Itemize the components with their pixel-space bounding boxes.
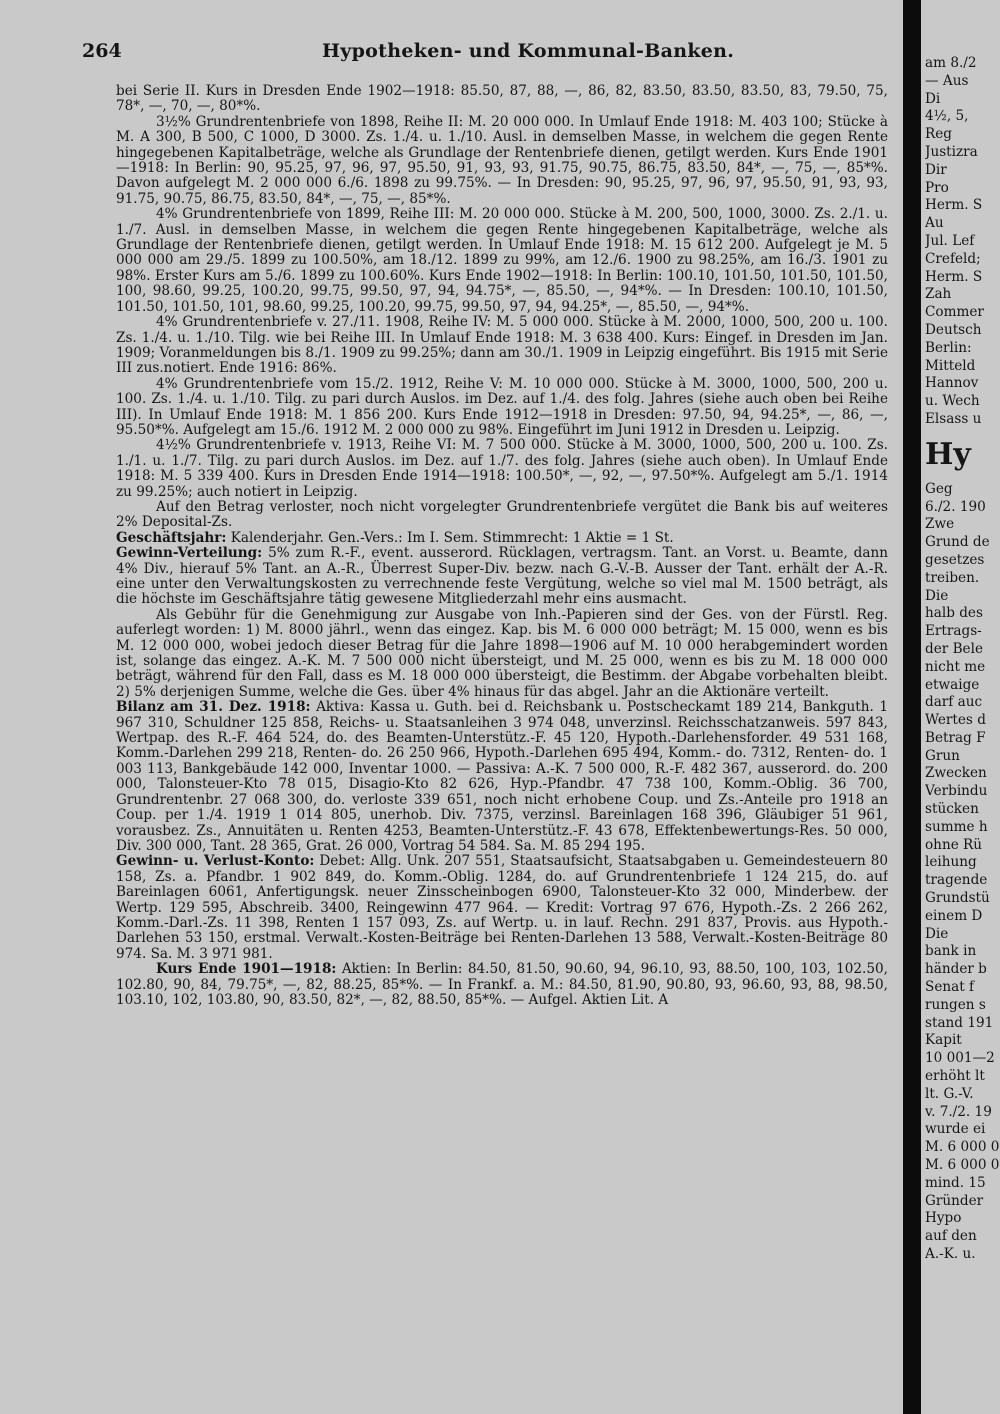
paragraph-text: 3½% Grundrentenbriefe von 1898, Reihe II: M. 20 000 000. In Umlauf Ende 1918: M. 403 100; Stücke à M. A 300, B 500, C 1000, D 3000. Zs. 1./4. u. 1./10. Ausl. in demselben Masse, in welchem die gegen Rente hingegebenen Kapitalbeträge, welche als Grundlage der Rentenbriefe dienen, getilgt werden. Kurs Ende 1901—1918: In Berlin: 90, 95.25, 97, 96, 97, 95.50, 91, 93, 93, 91.75, 90.75, 86.75, 83.50, 84*, —, 75, —, 85*%. Davon aufgelegt M. 2 000 000 6./6. 1898 zu 99.75%. — In Dresden: 90, 95.25, 97, 96, 97, 95.50, 91, 93, 93, 91.75, 90.75, 86.75, 83.50, 84*, —, 75, —, 85*%. [116, 113, 888, 207]
paragraph-text: 4% Grundrentenbriefe v. 27./11. 1908, Reihe IV: M. 5 000 000. Stücke à M. 2000, 1000, 500, 200 u. 100. Zs. 1./4. u. 1./10. Tilg. wie bei Reihe III. In Umlauf Ende 1918: M. 3 638 400. Kurs: Eingef. in Dresden im Jan. 1909; Voranmeldungen bis 8./1. 1909 zu 99.25%; dann am 30./1. 1909 in Leipzig eingeführt. Bis 1915 mit Serie III zus.notiert. Ende 1916: 86%. [116, 314, 888, 377]
paragraph-p1 [116, 84, 888, 115]
adjacent-line: der Bele [925, 640, 983, 657]
adjacent-line: Herm. S [925, 197, 983, 214]
adjacent-line: summe h [925, 818, 988, 835]
paragraph-p7 [116, 500, 888, 531]
paragraph-text: 4% Grundrentenbriefe vom 15./2. 1912, Reihe V: M. 10 000 000. Stücke à M. 3000, 1000, 500, 200 u. 100. Zs. 1./4. u. 1./10. Tilg. zu pari durch Auslos. im Dez. auf 1./4. des folg. Jahres (siehe auch oben bei Reihe III). In Umlauf Ende 1918: M. 1 856 200. Kurs Ende 1912—1918 in Dresden: 97.50, 94, 94.25*, —, 86, —, 95.50*%. Aufgelegt am 15./6. 1912 M. 2 000 000 zu 98%. Eingeführt im Juni 1912 in Dresden u. Leipzig. [116, 375, 888, 438]
paragraph-text: Aktien: In Berlin: 84.50, 81.50, 90.60, 94, 96.10, 93, 88.50, 100, 103, 102.50, 102.80, 90, 84, 79.75*, —, 82, 88.25, 85*%. — In Frankf. a. M.: 84.50, 81.90, 90.80, 93, 96.60, 93, 88, 98.50, 103.10, 102, 103.80, 90, 83.50, 82*, —, 82, 88.50, 85*%. — Aufgel. Aktien Lit. A [116, 961, 888, 1008]
adjacent-line: etwaige [925, 676, 980, 693]
adjacent-line: am 8./2 [925, 55, 977, 71]
adjacent-line: 4½, 5, [925, 108, 969, 125]
adjacent-page-column [925, 55, 1000, 1395]
adjacent-line: Betrag F [925, 729, 986, 746]
paragraph-lead: Gewinn-Verteilung: [116, 545, 263, 562]
adjacent-line: Zwe [925, 516, 955, 533]
adjacent-line: leihung [925, 854, 977, 871]
paragraph-p13 [116, 962, 888, 1008]
adjacent-line: Geg [925, 480, 953, 497]
paragraph-text: Debet: Allg. Unk. 207 551, Staatsaufsicht, Staatsabgaben u. Gemeindesteuern 80 158, Zs. a. Pfandbr. 1 902 849, do. Komm.-Oblig. 1284, do. auf Grundrentenbriefe 1 124 215, do. auf Bareinlagen 6061, Anfertigungsk. neuer Zinsscheinbogen 6900, Talonsteuer-Kto 32 000, Minderbew. der Wertp. 129 595, Abschreib. 3400, Reingewinn 477 964. — Kredit: Vortrag 97 676, Hypoth.-Zs. 2 266 262, Komm.-Darl.-Zs. 11 398, Renten 1 157 093, Zs. auf Wertp. u. in lauf. Rechn. 291 837, Provis. aus Hypoth.-Darlehen 53 150, erstmal. Verwalt.-Kosten-Beiträge bei Renten-Darlehen 13 588, Verwalt.-Kosten-Beiträge 80 974. Sa. M. 3 971 981. [116, 853, 888, 962]
paragraph-lead: Bilanz am 31. Dez. 1918: [116, 699, 311, 716]
adjacent-line: Di [925, 90, 941, 107]
adjacent-line: halb des [925, 605, 983, 622]
adjacent-line: M. 6 000 0 [925, 1139, 1000, 1156]
paragraph-text: Auf den Betrag verloster, noch nicht vorgelegter Grundrentenbriefe vergütet die Bank bis auf weiteres 2% Deposital-Zs. [116, 498, 888, 531]
column-gutter-shadow [903, 0, 921, 1414]
adjacent-line: nicht me [925, 658, 986, 675]
adjacent-line: Grun [925, 747, 960, 764]
paragraph-lead: Kurs Ende 1901—1918: [156, 961, 337, 978]
adjacent-line: bank in [925, 943, 977, 960]
adjacent-line: Hy [925, 436, 971, 472]
paragraph-p10 [116, 608, 888, 700]
paragraph-p5 [116, 377, 888, 439]
adjacent-line: mind. 15 [925, 1174, 986, 1191]
adjacent-line: Ertrags- [925, 623, 982, 640]
adjacent-line: lt. G.-V. [925, 1085, 974, 1102]
adjacent-line: erhöht lt [925, 1068, 985, 1085]
adjacent-line: u. Wech [925, 393, 980, 410]
paragraph-p3 [116, 207, 888, 315]
page-number: 264 [82, 40, 122, 62]
adjacent-line: gesetzes [925, 551, 985, 568]
page-header [82, 38, 892, 68]
adjacent-line: Grundstü [925, 890, 990, 907]
adjacent-line: stücken [925, 801, 979, 818]
adjacent-line: Commer [925, 304, 984, 321]
adjacent-line: auf den [925, 1228, 977, 1245]
adjacent-line: treiben. [925, 569, 980, 586]
paragraph-p9 [116, 546, 888, 608]
adjacent-line: Kapit [925, 1032, 962, 1049]
adjacent-line: Zah [925, 286, 952, 303]
paragraph-p8 [116, 531, 888, 546]
adjacent-line: ohne Rü [925, 836, 983, 853]
paragraph-p4 [116, 315, 888, 377]
adjacent-line: Hannov [925, 375, 979, 392]
adjacent-line: Die [925, 587, 949, 604]
paragraph-text: 5% zum R.-F., event. ausserord. Rücklagen, vertragsm. Tant. an Vorst. u. Beamte, dann 4% Div., hierauf 5% Tant. an A.-R., Überrest Super-Div. bezw. nach G.-V.-B. Ausser der Tant. erhält der A.-R. eine unter den Verwaltungskosten zu verrechnende feste Vergütung, welche so viel mal M. 1500 beträgt, als die höchste im Geschäftsjahre tätig gewesene Mitgliederzahl mehr eins ausmacht. [116, 545, 888, 608]
paragraph-text: 4% Grundrentenbriefe von 1899, Reihe III: M. 20 000 000. Stücke à M. 200, 500, 1000, 3000. Zs. 2./1. u. 1./7. Ausl. in demselben Masse, in welchem die gegen Rente hingegebenen Kapitalbeträge, welche als Grundlage der Rentenbriefe dienen, getilgt werden. In Umlauf Ende 1918: M. 15 612 200. Aufgelegt je M. 5 000 000 am 29./5. 1899 zu 100.50%, am 18./12. 1899 zu 99%, am 12./6. 1900 zu 98.25%, am 16./3. 1901 zu 98%. Erster Kurs am 5./6. 1899 zu 100.60%. Kurs Ende 1902—1918: In Berlin: 100.10, 101.50, 101.50, 101.50, 100, 98.60, 99.25, 100.20, 99.75, 99.50, 97, 94, 94.75*, —, 85.50, —, 94*%. — In Dresden: 100.10, 101.50, 101.50, 101.50, 101, 98.60, 99.25, 100.20, 99.75, 99.50, 97, 94, 94.25*, —, 85.50, —, 94*%. [116, 206, 888, 315]
adjacent-line: Jul. Lef [925, 232, 975, 249]
adjacent-line: Hypo [925, 1210, 962, 1227]
adjacent-line: Grund de [925, 534, 990, 551]
paragraph-p2 [116, 115, 888, 207]
adjacent-line: händer b [925, 961, 987, 978]
adjacent-line: Wertes d [925, 712, 986, 729]
paragraph-lead: Geschäftsjahr: [116, 529, 227, 546]
adjacent-line: Zwecken [925, 765, 987, 782]
adjacent-line: einem D [925, 907, 983, 924]
adjacent-line: Justizra [925, 143, 978, 160]
paragraph-text: 4½% Grundrentenbriefe v. 1913, Reihe VI: M. 7 500 000. Stücke à M. 3000, 1000, 500, 200 u. 100. Zs. 1./1. u. 1./7. Tilg. zu pari durch Auslos. im Dez. auf 1./7. des folg. Jahres (siehe auch oben). In Umlauf Ende 1918: M. 5 339 400. Kurs in Dresden Ende 1914—1918: 100.50*, —, 92, —, 97.50*%. Aufgelegt am 5./1. 1914 zu 99.25%; auch notiert in Leipzig. [116, 437, 888, 500]
adjacent-line: Berlin: [925, 339, 972, 356]
adjacent-line: Dir [925, 161, 947, 178]
adjacent-line: wurde ei [925, 1121, 986, 1138]
paragraph-p11 [116, 700, 888, 854]
adjacent-line: stand 191 [925, 1014, 994, 1031]
adjacent-line: Crefeld; [925, 250, 981, 267]
adjacent-line: Elsass u [925, 410, 982, 427]
paragraph-text: Kalenderjahr. Gen.-Vers.: Im I. Sem. Stimmrecht: 1 Aktie = 1 St. [226, 529, 674, 546]
adjacent-line: Deutsch [925, 321, 982, 338]
adjacent-line: Senat f [925, 979, 975, 996]
adjacent-line: A.-K. u. [925, 1246, 976, 1262]
adjacent-line: Au [925, 215, 944, 232]
adjacent-line: tragende [925, 872, 988, 889]
adjacent-line: Die [925, 925, 949, 942]
adjacent-line: Reg [925, 126, 952, 143]
adjacent-line: v. 7./2. 19 [925, 1103, 992, 1120]
adjacent-line: 6./2. 190 [925, 498, 986, 515]
paragraph-lead: Gewinn- u. Verlust-Konto: [116, 853, 315, 870]
paragraph-text: Aktiva: Kassa u. Guth. bei d. Reichsbank u. Postscheckamt 189 214, Bankguth. 1 967 310, Schuldner 125 858, Reichs- u. Staatsanleihen 3 974 048, unverzinsl. Reichsschatzanweis. 597 843, Wertpap. des R.-F. 464 524, do. des Beamten-Unterstütz.-F. 45 120, Hypoth.-Darlehensforder. 49 531 168, Komm.-Darlehen 299 218, Renten- do. 26 250 966, Hypoth.-Darlehen 695 494, Komm.- do. 7312, Renten- do. 1 003 113, Bankgebäude 142 000, Inventar 1000. — Passiva: A.-K. 7 500 000, R.-F. 482 367, ausserord. do. 200 000, Talonsteuer-Kto 78 015, Disagio-Kto 82 626, Hyp.-Pfandbr. 47 738 100, Komm.-Oblig. 36 700, Grundrentenbr. 27 068 300, do. verloste 339 651, noch nicht erhobene Coup. und Zs.-Anteile pro 1918 an Coup. per 1./4. 1919 1 014 805, unerhob. Div. 7375, verzinsl. Bareinlagen 168 396, Gläubiger 51 961, vorausbez. Zs., Annuitäten u. Renten 4253, Beamten-Unterstütz.-F. 43 678, Effektenbewertungs-Res. 50 000, Div. 300 000, Tant. 28 365, Grat. 26 000, Vortrag 54 584. Sa. M. 85 294 195. [116, 699, 888, 854]
adjacent-line: — Aus [925, 72, 969, 89]
adjacent-line: darf auc [925, 694, 983, 711]
adjacent-line: Verbindu [925, 783, 988, 800]
adjacent-line: Mitteld [925, 357, 976, 374]
adjacent-line: rungen s [925, 996, 986, 1013]
paragraph-p6 [116, 438, 888, 500]
paragraph-text: Als Gebühr für die Genehmigung zur Ausgabe von Inh.-Papieren sind der Ges. von der Fürstl. Reg. auferlegt worden: 1) M. 8000 jährl., wenn das eingez. Kap. bis M. 6 000 000 beträgt; M. 15 000, wenn es bis M. 12 000 000, wobei jedoch dieser Betrag für die Jahre 1898—1906 auf M. 10 000 herabgemindert worden ist, solange das eingez. A.-K. M. 7 500 000 nicht übersteigt, und M. 25 000, wenn es bis zu M. 18 000 000 beträgt, während für den Fall, dass es M. 18 000 000 übersteigt, die Bestimm. der Abgabe vorbehalten bleibt. 2) 5% derjenigen Summe, welche die Ges. über 4% hinaus für das abgel. Jahr an die Aktionäre verteilt. [116, 606, 888, 700]
adjacent-line: 10 001—2 [925, 1050, 995, 1067]
adjacent-line: Pro [925, 179, 949, 196]
paragraph-text: bei Serie II. Kurs in Dresden Ende 1902—1918: 85.50, 87, 88, —, 86, 82, 83.50, 83.50, 83.50, 83, 79.50, 75, 78*, —, 70, —, 80*%. [116, 84, 888, 115]
adjacent-line: M. 6 000 0 [925, 1157, 1000, 1174]
paragraph-p12 [116, 854, 888, 962]
adjacent-line: Gründer [925, 1192, 984, 1209]
running-title: Hypotheken- und Kommunal-Banken. [322, 40, 735, 62]
adjacent-line: Herm. S [925, 268, 983, 285]
main-column [116, 84, 888, 1374]
